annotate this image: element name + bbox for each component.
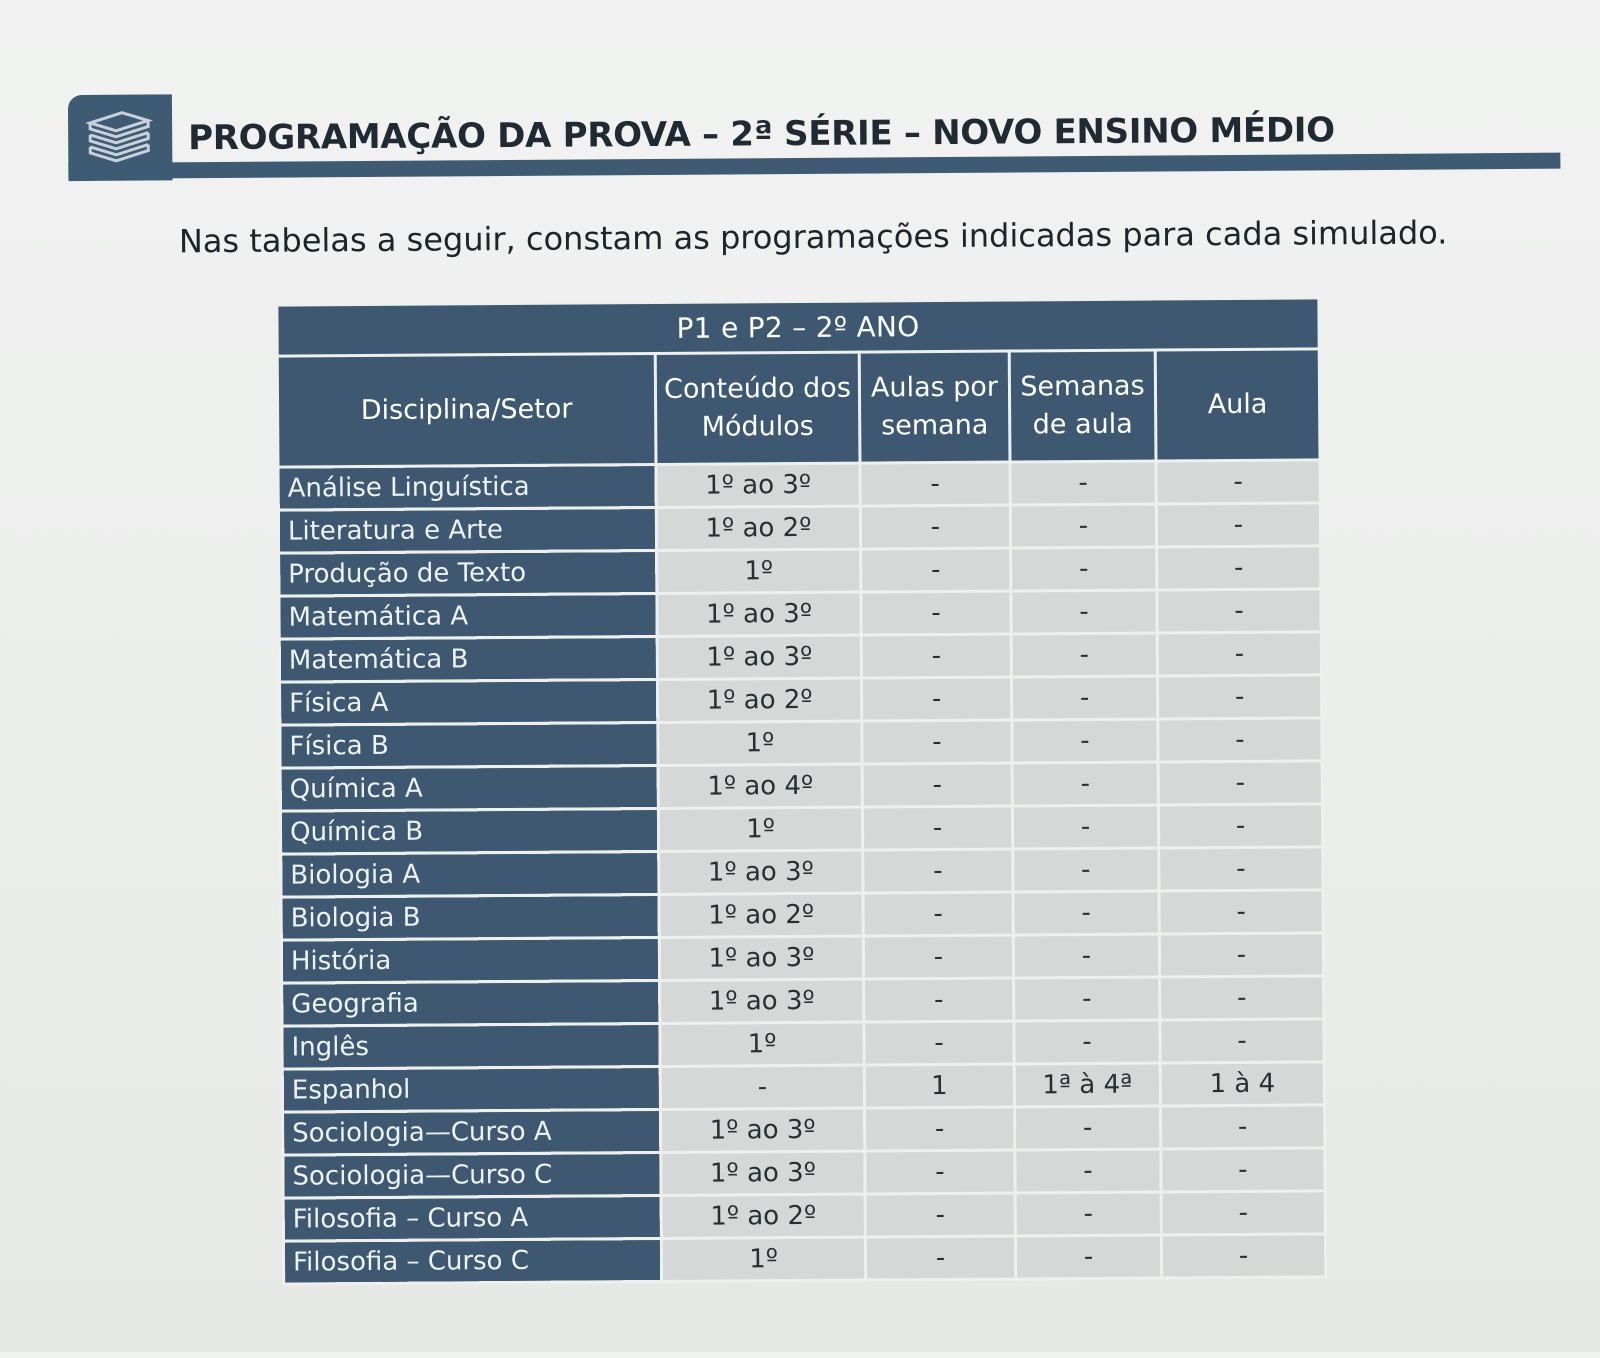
value-cell: - (1160, 1105, 1324, 1149)
value-cell: - (1012, 805, 1158, 849)
value-cell: - (863, 935, 1013, 979)
intro-text: Nas tabelas a seguir, constam as programações indicadas para cada simulado. (178, 213, 1448, 261)
value-cell: - (1160, 976, 1324, 1020)
table-row (279, 632, 1321, 682)
value-cell: 1º ao 4º (658, 764, 862, 808)
value-cell: - (1012, 719, 1158, 763)
column-header: Conteúdo dos Módulos (655, 352, 860, 464)
value-cell: 1º (661, 1237, 865, 1281)
value-cell: - (1011, 590, 1157, 634)
table-row (280, 804, 1322, 854)
subject-cell: Biologia A (281, 851, 659, 897)
subject-cell: Inglês (282, 1023, 660, 1069)
subject-cell: Produção de Texto (279, 550, 657, 596)
value-cell: - (1157, 589, 1321, 633)
value-cell: - (1161, 1234, 1325, 1278)
value-cell: - (1010, 504, 1156, 548)
table-row (283, 1191, 1325, 1241)
table-row (283, 1105, 1325, 1155)
value-cell: 1º (657, 549, 861, 593)
subject-cell: Espanhol (282, 1066, 660, 1112)
subject-cell: Geografia (282, 980, 660, 1026)
value-cell: - (860, 462, 1010, 506)
value-cell: - (862, 720, 1012, 764)
value-cell: - (1014, 977, 1160, 1021)
table-row (280, 718, 1322, 768)
value-cell: - (863, 849, 1013, 893)
value-cell: - (1014, 1020, 1160, 1064)
subject-cell: História (281, 937, 659, 983)
value-cell: 1º ao 3º (659, 850, 863, 894)
subject-cell: Química A (280, 765, 658, 811)
value-cell: - (1157, 675, 1321, 719)
value-cell: 1º (658, 807, 862, 851)
value-cell: - (1010, 461, 1156, 505)
value-cell: - (864, 978, 1014, 1022)
value-cell: - (1013, 891, 1159, 935)
column-header: Disciplina/Setor (277, 354, 656, 468)
value-cell: - (1013, 848, 1159, 892)
value-cell: - (862, 763, 1012, 807)
subject-cell: Sociologia—Curso C (283, 1152, 661, 1198)
value-cell: 1º (658, 721, 862, 765)
value-cell: - (861, 677, 1011, 721)
value-cell: 1º ao 3º (656, 463, 860, 507)
value-cell: - (1015, 1235, 1161, 1279)
value-cell: - (861, 548, 1011, 592)
subject-cell: Filosofia – Curso A (283, 1195, 661, 1241)
table-row (281, 933, 1323, 983)
value-cell: 1º (660, 1022, 864, 1066)
value-cell: - (1156, 460, 1320, 504)
subject-cell: Matemática B (279, 636, 657, 682)
value-cell: - (1158, 804, 1322, 848)
value-cell: 1 (864, 1064, 1014, 1108)
column-header: Aulas por semana (859, 351, 1010, 463)
value-cell: - (860, 505, 1010, 549)
column-header: Semanas de aula (1009, 350, 1156, 462)
table-row (282, 1019, 1324, 1069)
value-cell: - (1015, 1192, 1161, 1236)
subject-cell: Análise Linguística (278, 465, 656, 511)
value-cell: 1º ao 3º (659, 936, 863, 980)
value-cell: 1º ao 2º (659, 893, 863, 937)
table-row (283, 1148, 1325, 1198)
table-row (281, 847, 1323, 897)
value-cell: - (1013, 934, 1159, 978)
value-cell: - (1015, 1149, 1161, 1193)
value-cell: - (1161, 1148, 1325, 1192)
table-row (281, 890, 1323, 940)
value-cell: 1º ao 2º (657, 678, 861, 722)
value-cell: - (1161, 1191, 1325, 1235)
subject-cell: Biologia B (281, 894, 659, 940)
value-cell: - (1156, 503, 1320, 547)
value-cell: - (1159, 847, 1323, 891)
value-cell: - (1011, 676, 1157, 720)
value-cell: - (1158, 718, 1322, 762)
subject-cell: Literatura e Arte (278, 507, 656, 553)
value-cell: 1º ao 3º (660, 1108, 864, 1152)
value-cell: - (1158, 761, 1322, 805)
table-title: P1 e P2 – 2º ANO (277, 298, 1319, 356)
table-row (278, 503, 1320, 553)
value-cell: - (1157, 546, 1321, 590)
subject-cell: Física B (280, 722, 658, 768)
value-cell: - (1159, 890, 1323, 934)
value-cell: - (864, 1107, 1014, 1151)
value-cell: - (1157, 632, 1321, 676)
schedule-table-wrap (275, 296, 1324, 1285)
schedule-table (275, 296, 1327, 1285)
value-cell: - (861, 591, 1011, 635)
value-cell: 1º ao 2º (656, 506, 860, 550)
table-row (280, 761, 1322, 811)
value-cell: - (865, 1236, 1015, 1280)
value-cell: - (1014, 1106, 1160, 1150)
subject-cell: Filosofia – Curso C (283, 1238, 661, 1284)
table-row (282, 976, 1324, 1026)
page-title: PROGRAMAÇÃO DA PROVA – 2ª SÉRIE – NOVO ENSINO MÉDIO (188, 110, 1335, 159)
table-body (278, 460, 1326, 1284)
value-cell: 1 à 4 (1160, 1062, 1324, 1106)
table-row (282, 1062, 1324, 1112)
value-cell: 1º ao 3º (660, 979, 864, 1023)
value-cell: - (1011, 633, 1157, 677)
value-cell: - (1012, 762, 1158, 806)
subject-cell: Matemática A (279, 593, 657, 639)
value-cell: - (865, 1193, 1015, 1237)
value-cell: 1º ao 3º (661, 1151, 865, 1195)
subject-cell: Física A (280, 679, 658, 725)
subject-cell: Sociologia—Curso A (283, 1109, 661, 1155)
books-stack-icon (84, 108, 154, 166)
value-cell: - (1160, 1019, 1324, 1063)
table-row (280, 675, 1322, 725)
value-cell: - (862, 806, 1012, 850)
subject-cell: Química B (280, 808, 658, 854)
value-cell: 1ª à 4ª (1014, 1063, 1160, 1107)
column-header: Aula (1155, 349, 1320, 461)
value-cell: - (864, 1021, 1014, 1065)
table-row (278, 460, 1320, 510)
table-row (283, 1234, 1325, 1284)
value-cell: - (861, 634, 1011, 678)
value-cell: - (1159, 933, 1323, 977)
value-cell: - (660, 1065, 864, 1109)
table-row (279, 589, 1321, 639)
value-cell: 1º ao 3º (657, 635, 861, 679)
value-cell: - (863, 892, 1013, 936)
value-cell: 1º ao 2º (661, 1194, 865, 1238)
value-cell: - (865, 1150, 1015, 1194)
table-row (279, 546, 1321, 596)
value-cell: - (1011, 547, 1157, 591)
value-cell: 1º ao 3º (657, 592, 861, 636)
